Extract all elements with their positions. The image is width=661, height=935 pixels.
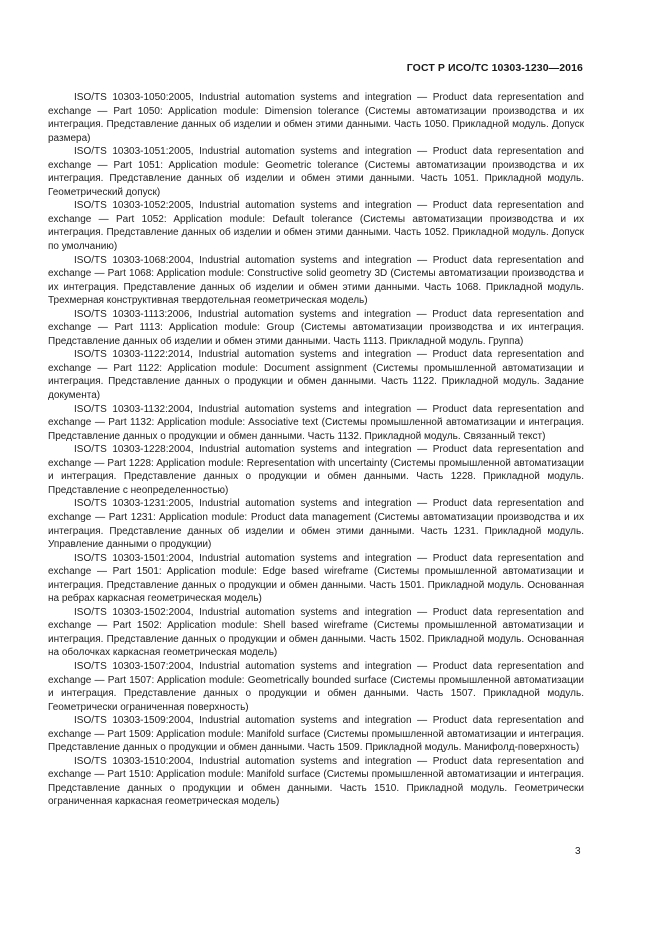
reference-entry: ISO/TS 10303-1132:2004, Industrial automation systems and integration — Product data representation and exchange — Part 1132: Application module: Associative text (Системы промышленной автоматизации и интеграция. Представление данных о продукции и обмен данными. Часть 1132. Прикладной модуль. Связанный текст) [48, 403, 584, 442]
reference-entry: ISO/TS 10303-1502:2004, Industrial automation systems and integration — Product data representation and exchange — Part 1502: Application module: Shell based wireframe (Системы промышленной автоматизации и интеграция. Представление данных о продукции и обмен данными. Часть 1502. Прикладной модуль. Основанная на оболочках каркасная геометрическая модель) [48, 606, 584, 659]
reference-entry: ISO/TS 10303-1050:2005, Industrial automation systems and integration — Product data representation and exchange — Part 1050: Application module: Dimension tolerance (Системы автоматизации производства и их интеграция. Представление данных об изделии и обмен этими данными. Часть 1050. Прикладной модуль. Допуск размера) [48, 92, 584, 144]
reference-entry: ISO/TS 10303-1228:2004, Industrial automation systems and integration — Product data representation and exchange — Part 1228: Application module: Representation with uncertainty (Системы промышленной автоматизации и интеграция. Представление данных о продукции и обмен данными. Часть 1228. Прикладной модуль. Представление с неопределенностью) [48, 444, 584, 496]
reference-entry: ISO/TS 10303-1051:2005, Industrial automation systems and integration — Product data representation and exchange — Part 1051: Application module: Geometric tolerance (Системы автоматизации производства и их интеграция. Представление данных об изделии и обмен этими данными. Часть 1051. Прикладной модуль. Геометрический допуск) [48, 146, 584, 198]
reference-entry: ISO/TS 10303-1507:2004, Industrial automation systems and integration — Product data representation and exchange — Part 1507: Application module: Geometrically bounded surface (Системы промышленной автоматизации и интеграция. Представление данных о продукции и обмен данными. Часть 1507. Прикладной модуль. Геометрически ограниченная поверхность) [48, 660, 584, 713]
reference-entry: ISO/TS 10303-1052:2005, Industrial automation systems and integration — Product data representation and exchange — Part 1052: Application module: Default tolerance (Системы автоматизации производства и их интеграция. Представление данных об изделии и обмен этими данными. Часть 1052. Прикладной модуль. Допуск по умолчанию) [48, 200, 584, 253]
reference-entry: ISO/TS 10303-1510:2004, Industrial automation systems and integration — Product data representation and exchange — Part 1510: Application module: Manifold surface (Системы промышленной автоматизации и интеграция. Представление данных о продукции и обмен данными. Часть 1510. Прикладной модуль. Геометрически ограниченная каркасная геометрическая модель) [48, 755, 584, 808]
document-code-header: ГОСТ Р ИСО/ТС 10303-1230—2016 [406, 62, 583, 74]
reference-entry: ISO/TS 10303-1068:2004, Industrial automation systems and integration — Product data representation and exchange — Part 1068: Application module: Constructive solid geometry 3D (Системы автоматизации производства и их интеграция. Представление данных об изделии и обмен этими данными. Часть 1068. Прикладной модуль. Трехмерная конструктивная твердотельная геометрическая модель) [48, 254, 584, 307]
reference-entry: ISO/TS 10303-1122:2014, Industrial automation systems and integration — Product data representation and exchange — Part 1122: Application module: Document assignment (Системы промышленной автоматизации и интеграция. Представление данных о продукции и обмен данными. Часть 1122. Прикладной модуль. Задание документа) [48, 349, 584, 402]
reference-entry: ISO/TS 10303-1113:2006, Industrial automation systems and integration — Product data representation and exchange — Part 1113: Application module: Group (Системы автоматизации производства и их интеграция. Представление данных об изделии и обмен этими данными. Часть 1113. Прикладной модуль. Группа) [48, 308, 584, 347]
reference-entry: ISO/TS 10303-1509:2004, Industrial automation systems and integration — Product data representation and exchange — Part 1509: Application module: Manifold surface (Системы промышленной автоматизации и интеграция. Представление данных о продукции и обмен данными. Часть 1509. Прикладной модуль. Манифолд-поверхность) [48, 715, 584, 754]
page-number: 3 [575, 846, 581, 857]
normative-references-list [48, 91, 584, 809]
reference-entry: ISO/TS 10303-1231:2005, Industrial automation systems and integration — Product data representation and exchange — Part 1231: Application module: Product data management (Системы автоматизации производства и их интеграция. Представление данных об изделии и обмен этими данными. Часть 1231. Прикладной модуль. Управление данными о продукции) [48, 498, 584, 551]
reference-entry: ISO/TS 10303-1501:2004, Industrial automation systems and integration — Product data representation and exchange — Part 1501: Application module: Edge based wireframe (Системы промышленной автоматизации и интеграция. Представление данных о продукции и обмен данными. Часть 1501. Прикладной модуль. Основанная на ребрах каркасная геометрическая модель) [48, 552, 584, 605]
